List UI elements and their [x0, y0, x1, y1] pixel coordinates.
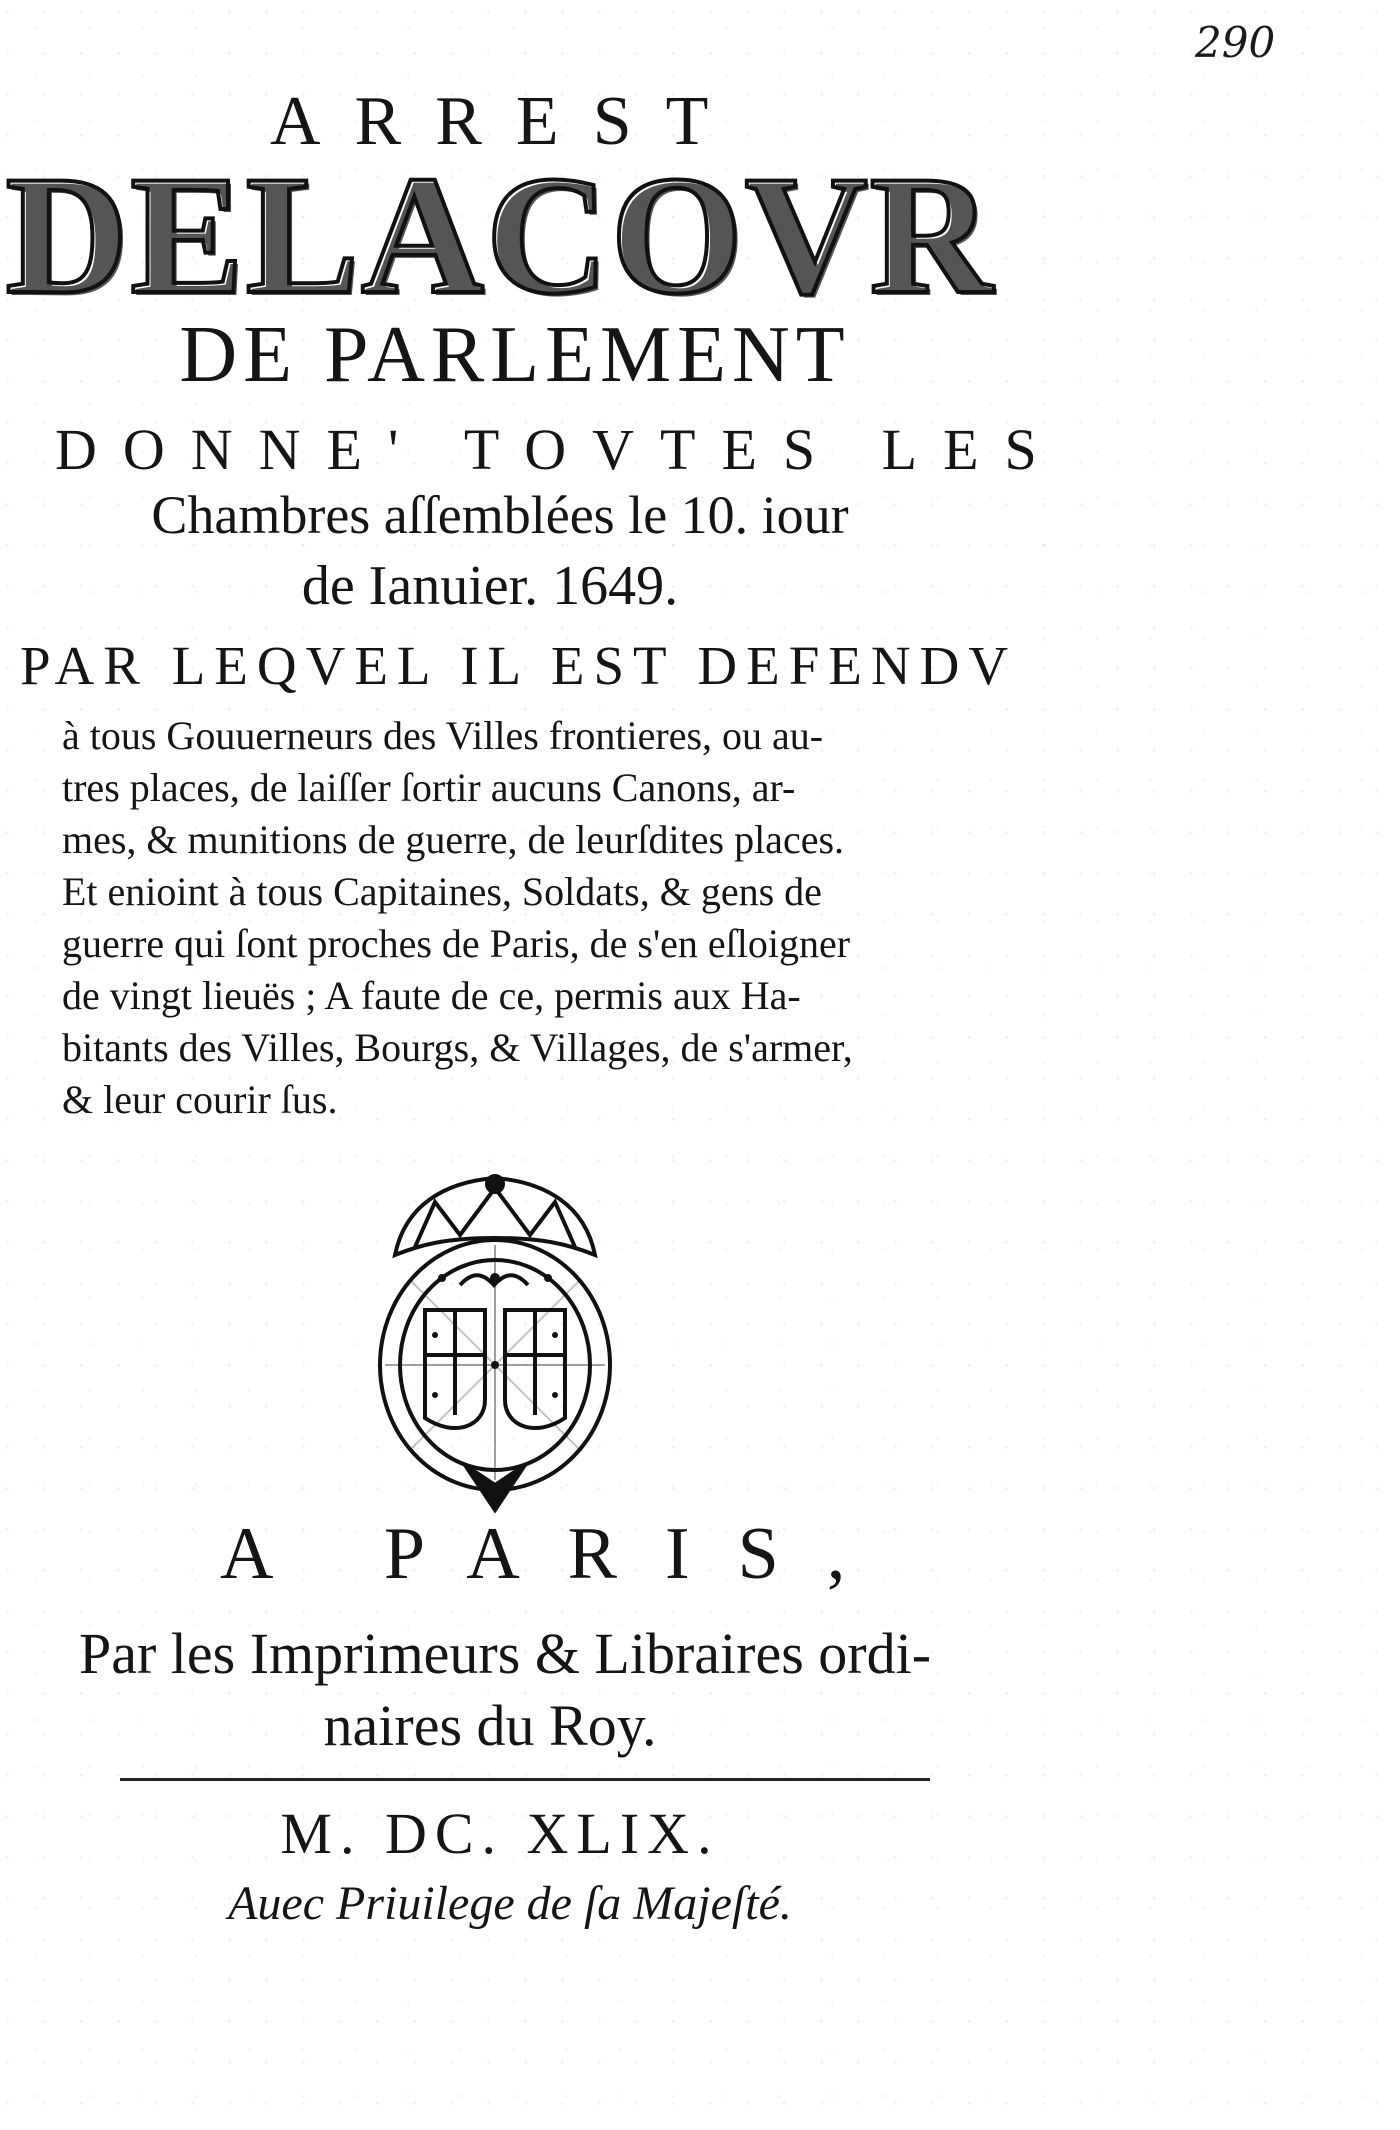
imprint-line-1: Par les Imprimeurs & Libraires ordi-: [78, 1621, 932, 1686]
body-line-6: de vingt lieuës ; A faute de ce, permis aux Ha-: [62, 973, 801, 1018]
imprint-place: A PARIS,: [220, 1513, 894, 1595]
body-line-1: à tous Gouuerneurs des Villes frontieres, ou au-: [62, 713, 824, 758]
title-line-5: Chambres aſſemblées le 10. iour: [151, 485, 849, 545]
privilege-line: Auec Priuilege de ſa Majeſté.: [228, 1877, 792, 1930]
body-heading: PAR LEQVEL IL EST DEFENDV: [20, 635, 1018, 696]
title-line-6: de Ianuier. 1649.: [301, 555, 679, 617]
title-line-4: DONNE' TOVTES LES: [55, 417, 1063, 482]
title-line-2: DELACOVR: [5, 141, 995, 329]
title-line-1: ARREST: [270, 83, 743, 160]
date-line: M. DC. XLIX.: [280, 1801, 720, 1866]
body-line-4: Et enioint à tous Capitaines, Soldats, & gens de: [62, 869, 822, 914]
body-line-7: bitants des Villes, Bourgs, & Villages, de s'armer,: [62, 1025, 853, 1070]
page-number: 290: [1195, 18, 1276, 67]
imprint-line-2: naires du Roy.: [323, 1693, 657, 1758]
royal-coat-of-arms-icon: [340, 1160, 650, 1540]
title-line-3: DE PARLEMENT: [179, 311, 851, 399]
body-line-3: mes, & munitions de guerre, de leurſdites places.: [62, 817, 845, 862]
divider-line: [120, 1778, 930, 1781]
body-line-5: guerre qui ſont proches de Paris, de s'en eſloigner: [62, 921, 851, 966]
body-line-8: & leur courir ſus.: [62, 1077, 338, 1122]
body-line-2: tres places, de laiſſer ſortir aucuns Canons, ar-: [62, 765, 796, 810]
